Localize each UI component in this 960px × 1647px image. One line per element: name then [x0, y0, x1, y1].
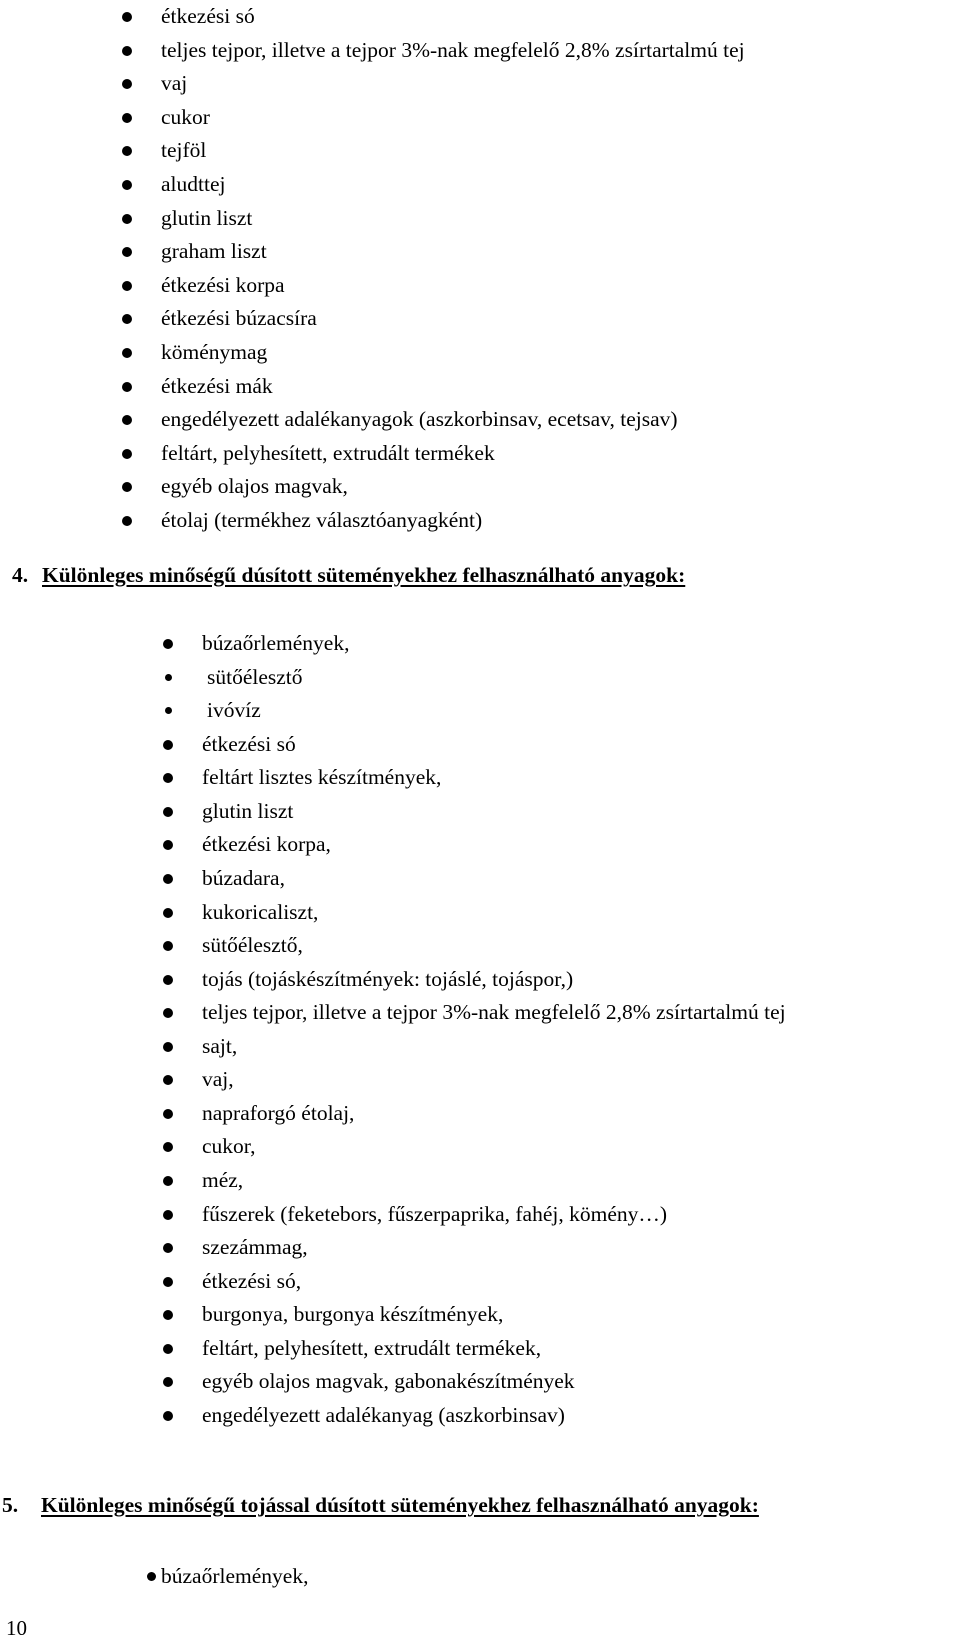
section-4-title: Különleges minőségű dúsított süteményekhez felhasználható anyagok:	[42, 563, 686, 587]
bullet-icon	[122, 281, 132, 291]
bullet-icon	[122, 146, 132, 156]
list-item	[161, 336, 745, 370]
list-item	[202, 996, 786, 1030]
list-item	[202, 1265, 786, 1299]
list-item-text: glutin liszt	[161, 205, 253, 230]
bullet-icon	[163, 1042, 173, 1052]
bullet-icon	[163, 740, 173, 750]
bullet-icon	[163, 773, 173, 783]
bullet-icon	[122, 415, 132, 425]
bullet-icon	[163, 1142, 173, 1152]
bullet-icon	[122, 12, 132, 22]
bullet-icon	[165, 674, 172, 681]
ingredient-list-top	[161, 0, 745, 538]
bullet-icon	[122, 449, 132, 459]
list-item	[161, 269, 745, 303]
section-5-ingredient-list	[161, 1560, 308, 1594]
bullet-icon	[163, 1243, 173, 1253]
list-item	[202, 694, 786, 728]
list-item-text: graham liszt	[161, 239, 267, 264]
bullet-icon	[163, 1109, 173, 1119]
list-item-text: köménymag	[161, 339, 268, 364]
bullet-icon	[122, 113, 132, 123]
list-item	[161, 0, 745, 34]
list-item-text: engedélyezett adalékanyag (aszkorbinsav)	[202, 1402, 565, 1427]
bullet-icon	[163, 941, 173, 951]
list-item-text: napraforgó étolaj,	[202, 1100, 355, 1125]
list-item-text: étkezési só	[202, 731, 296, 756]
list-item-text: burgonya, burgonya készítmények,	[202, 1302, 504, 1327]
list-item	[161, 34, 745, 68]
list-item-text: étolaj (termékhez választóanyagként)	[161, 507, 483, 532]
list-item	[161, 302, 745, 336]
page-number: 10	[6, 1616, 27, 1640]
list-item-text: étkezési korpa,	[202, 832, 331, 857]
list-item-text: sajt,	[202, 1033, 238, 1058]
list-item-text: étkezési só	[161, 4, 255, 28]
bullet-icon	[163, 639, 173, 649]
list-item-text: egyéb olajos magvak, gabonakészítmények	[202, 1369, 575, 1394]
list-item	[202, 1399, 786, 1433]
section-4-number: 4.	[12, 563, 29, 587]
list-item	[161, 235, 745, 269]
bullet-icon	[122, 79, 132, 89]
bullet-icon	[163, 1344, 173, 1354]
bullet-icon	[122, 314, 132, 324]
bullet-icon	[163, 1310, 173, 1320]
bullet-icon	[163, 1176, 173, 1186]
section-5-number: 5.	[2, 1493, 19, 1517]
list-item-text: vaj,	[202, 1067, 234, 1092]
list-item	[202, 1030, 786, 1064]
bullet-icon	[163, 1277, 173, 1287]
list-item-text: glutin liszt	[202, 798, 294, 823]
bullet-icon	[163, 874, 173, 884]
list-item	[202, 761, 786, 795]
list-item-text: étkezési mák	[161, 373, 273, 398]
bullet-icon	[122, 382, 132, 392]
list-item-text: étkezési búzacsíra	[161, 306, 317, 331]
bullet-icon	[163, 908, 173, 918]
section-5-heading	[2, 1493, 759, 1518]
list-item	[161, 504, 745, 538]
list-item-text: tojás (tojáskészítmények: tojáslé, tojáspor,)	[202, 966, 574, 991]
list-item	[202, 1063, 786, 1097]
list-item	[202, 1097, 786, 1131]
list-item	[161, 403, 745, 437]
bullet-icon	[163, 840, 173, 850]
list-item-text: búzadara,	[202, 865, 285, 890]
list-item-text: étkezési só,	[202, 1268, 302, 1293]
list-item	[202, 1332, 786, 1366]
bullet-icon	[163, 1075, 173, 1085]
list-item	[202, 1231, 786, 1265]
list-item	[202, 1130, 786, 1164]
bullet-icon	[163, 1008, 173, 1018]
list-item	[202, 1164, 786, 1198]
section-4-ingredient-list	[202, 627, 786, 1433]
list-item	[161, 168, 745, 202]
list-item	[161, 470, 745, 504]
list-item	[202, 627, 786, 661]
bullet-icon	[122, 214, 132, 224]
list-item	[202, 1198, 786, 1232]
list-item-text: engedélyezett adalékanyagok (aszkorbinsav, ecetsav, tejsav)	[161, 407, 678, 432]
list-item	[161, 134, 745, 168]
bullet-icon	[122, 516, 132, 526]
list-item	[202, 828, 786, 862]
bullet-icon	[163, 1210, 173, 1220]
list-item	[161, 67, 745, 101]
bullet-icon	[163, 1377, 173, 1387]
section-5-title: Különleges minőségű tojással dúsított süteményekhez felhasználható anyagok:	[41, 1493, 759, 1517]
bullet-icon	[163, 975, 173, 985]
bullet-icon	[122, 482, 132, 492]
bullet-icon	[163, 807, 173, 817]
list-item-text: ivóvíz	[207, 698, 261, 723]
list-item	[202, 1365, 786, 1399]
list-item	[202, 896, 786, 930]
list-item	[202, 661, 786, 695]
list-item	[161, 370, 745, 404]
list-item-text: egyéb olajos magvak,	[161, 474, 348, 499]
list-item-text: tejföl	[161, 138, 207, 163]
list-item	[202, 929, 786, 963]
list-item-text: sütőélesztő,	[202, 933, 303, 958]
list-item-text: szezámmag,	[202, 1235, 308, 1260]
list-item-text: teljes tejpor, illetve a tejpor 3%-nak megfelelő 2,8% zsírtartalmú tej	[202, 1000, 786, 1025]
list-item-text: feltárt, pelyhesített, extrudált termékek	[161, 440, 495, 465]
bullet-icon	[122, 46, 132, 56]
list-item-text: feltárt lisztes készítmények,	[202, 765, 442, 790]
list-item	[202, 862, 786, 896]
list-item-text: búzaőrlemények,	[202, 631, 350, 655]
list-item	[161, 1560, 308, 1594]
list-item-text: teljes tejpor, illetve a tejpor 3%-nak megfelelő 2,8% zsírtartalmú tej	[161, 37, 745, 62]
bullet-icon	[163, 1411, 173, 1421]
list-item-text: fűszerek (feketebors, fűszerpaprika, fahéj, kömény…)	[202, 1201, 668, 1226]
list-item-text: étkezési korpa	[161, 272, 285, 297]
bullet-icon	[165, 707, 172, 714]
list-item	[202, 963, 786, 997]
list-item	[202, 1298, 786, 1332]
bullet-icon	[122, 348, 132, 358]
bullet-icon	[122, 247, 132, 257]
list-item-text: méz,	[202, 1168, 244, 1192]
section-4-heading	[12, 563, 685, 588]
list-item-text: aludttej	[161, 171, 226, 196]
bullet-icon	[147, 1572, 156, 1581]
list-item-text: feltárt, pelyhesített, extrudált termékek,	[202, 1335, 542, 1360]
list-item	[161, 202, 745, 236]
list-item-text: cukor	[161, 104, 210, 129]
bullet-icon	[122, 180, 132, 190]
list-item-text: búzaőrlemények,	[161, 1564, 309, 1588]
list-item	[202, 795, 786, 829]
list-item-text: vaj	[161, 71, 188, 96]
list-item	[161, 437, 745, 471]
list-item-text: cukor,	[202, 1134, 256, 1159]
list-item-text: sütőélesztő	[207, 664, 303, 689]
list-item	[161, 101, 745, 135]
list-item	[202, 728, 786, 762]
list-item-text: kukoricaliszt,	[202, 899, 319, 924]
